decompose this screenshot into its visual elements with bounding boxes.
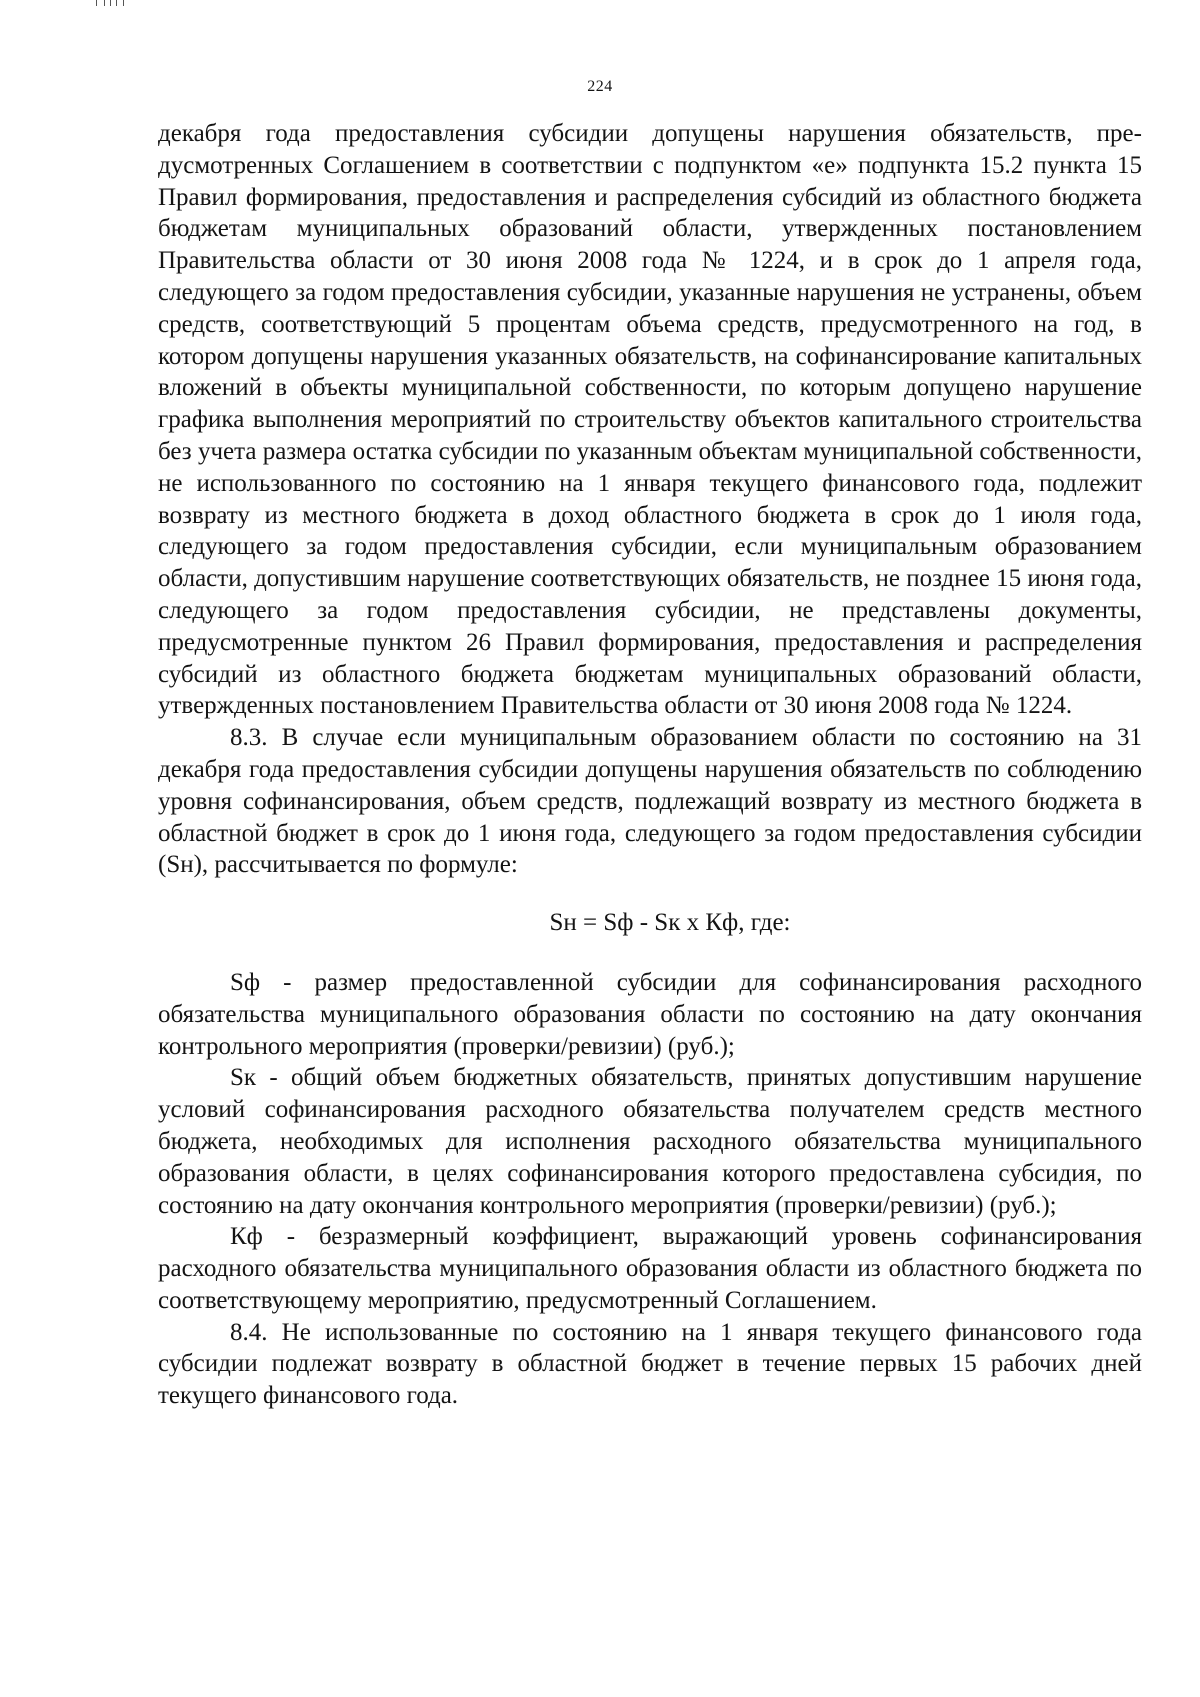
document-body [158, 118, 1142, 1412]
paragraph-8-3: 8.3. В случае если муниципальным образованием области по состоянию на 31 декабря года предоставления субсидии допущены нарушения обязательств по соблюдению уровня софинансирования, объем средств, подлежащий возврату из местного бюджета в областной бюджет в срок до 1 июня года, следующего за годом предоставления субсидии (Sн), рассчитывается по формуле: [158, 724, 1142, 879]
paragraph-8-4: 8.4. Не использованные по состоянию на 1 января текущего финансового года субсидии подлежат возврату в областной бюджет в течение первых 15 рабочих дней текущего финансового года. [158, 1318, 1142, 1410]
definition-k-f: Кф - безразмерный коэффициент, выражающий уровень софинансирования расходного обязательства муниципального образования области из областного бюджета по соответствующему мероприятию, предусмотренный Соглашением. [158, 1223, 1142, 1314]
definition-s-k: Sк - общий объем бюджетных обязательств, принятых допустившим нарушение условий софинансирования расходного обязательства получателем средств местного бюджета, необходимых для исполнения расходного обязательства муниципального образования области, в целях софинансирования которого предоставлена субсидия, по состоянию на дату окончания контрольного мероприятия (проверки/ревизии) (руб.); [158, 1064, 1142, 1219]
scan-artifact-marks [96, 0, 140, 6]
page-number: 224 [587, 78, 613, 95]
formula: Sн = Sф - Sк x Кф, где: [549, 909, 791, 937]
paragraph-continuation: декабря года предоставления субсидии допущены нарушения обязательств, предусмотренных Соглашением в соответствии с подпунктом «е» подпункта 15.2 пункта 15 Правил формирования, предоставления и распределения субсидий из областного бюджета бюджетам муниципальных образований области, утвержденных постановлением Правительства области от 30 июня 2008 года № 1224, и в срок до 1 апреля года, следующего за годом предоставления субсидии, указанные нарушения не устранены, объем средств, соответствующий 5 процентам объема средств, предусмотренного на год, в котором допущены нарушения указанных обязательств, на софинансирование капитальных вложений в объекты муниципальной собственности, по которым допущено нарушение графика выполнения мероприятий по строительству объектов капитального строительства без учета размера остатка субсидии по указанным объектам муниципальной собственности, не использованного по состоянию на 1 января текущего финансового года, подлежит возврату из местного бюджета в доход областного бюджета в срок до 1 июля года, следующего за годом предоставления субсидии, если муниципальным образованием области, допустившим нарушение соответствующих обязательств, не позднее 15 июня года, следующего за годом предоставления субсидии, не представлены документы, предусмотренные пунктом 26 Правил формирования, предоставления и распределения субсидий из областного бюджета бюджетам муниципальных образований области, утвержденных постановлением Правительства области от 30 июня 2008 года № 1224. [158, 120, 1142, 720]
definition-s-f: Sф - размер предоставленной субсидии для софинансирования расходного обязательства муниципального образования области по состоянию на дату окончания контрольного мероприятия (проверки/ревизии) (руб.); [158, 968, 1142, 1060]
